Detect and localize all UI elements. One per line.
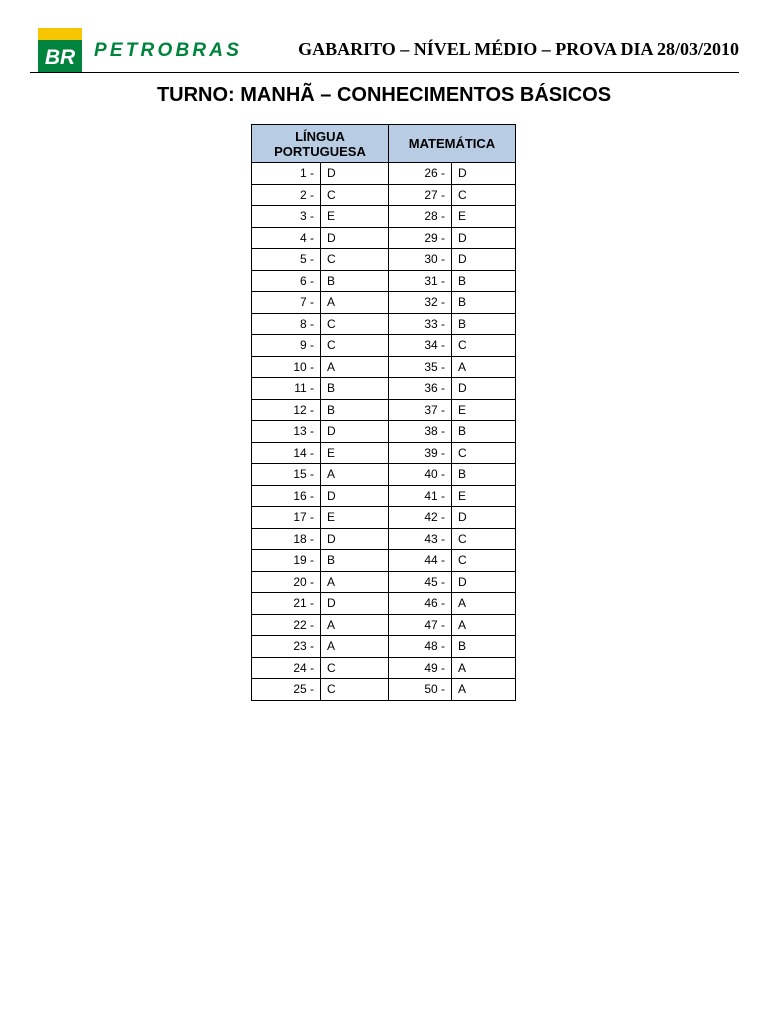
page-header [30,26,739,73]
question-number-mathematics: 43 - [389,528,452,550]
table-row [252,292,516,314]
answer-rows [252,163,516,701]
table-row [252,485,516,507]
answer-portuguese: B [321,270,389,292]
question-number-mathematics: 33 - [389,313,452,335]
question-number-mathematics: 40 - [389,464,452,486]
answer-mathematics: A [452,614,516,636]
question-number-portuguese: 17 - [252,507,321,529]
table-row [252,313,516,335]
question-number-mathematics: 46 - [389,593,452,615]
table-row [252,163,516,185]
answer-mathematics: D [452,507,516,529]
answer-portuguese: A [321,614,389,636]
table-row [252,270,516,292]
table-row [252,442,516,464]
answer-mathematics: C [452,335,516,357]
answer-portuguese: A [321,292,389,314]
answer-portuguese: A [321,464,389,486]
page-heading: TURNO: MANHÃ – CONHECIMENTOS BÁSICOS [156,84,612,106]
question-number-mathematics: 48 - [389,636,452,658]
table-row [252,464,516,486]
question-number-mathematics: 44 - [389,550,452,572]
question-number-portuguese: 8 - [252,313,321,335]
question-number-mathematics: 49 - [389,657,452,679]
answer-mathematics: E [452,206,516,228]
question-number-portuguese: 23 - [252,636,321,658]
question-number-mathematics: 36 - [389,378,452,400]
answer-mathematics: A [452,593,516,615]
answer-mathematics: C [452,550,516,572]
answer-mathematics: E [452,399,516,421]
answer-portuguese: B [321,378,389,400]
document-title: GABARITO – NÍVEL MÉDIO – PROVA DIA 28/03/2010 [298,39,739,59]
answer-mathematics: B [452,292,516,314]
table-row [252,679,516,701]
question-number-mathematics: 35 - [389,356,452,378]
column-header-portuguese: LÍNGUA PORTUGUESA [252,125,389,163]
table-row [252,184,516,206]
question-number-mathematics: 30 - [389,249,452,271]
question-number-portuguese: 15 - [252,464,321,486]
answer-portuguese: D [321,163,389,185]
answer-mathematics: A [452,679,516,701]
answer-portuguese: C [321,679,389,701]
question-number-mathematics: 50 - [389,679,452,701]
question-number-mathematics: 31 - [389,270,452,292]
table-row [252,571,516,593]
answer-portuguese: C [321,657,389,679]
answer-mathematics: D [452,227,516,249]
question-number-portuguese: 25 - [252,679,321,701]
answer-portuguese: D [321,227,389,249]
question-number-portuguese: 20 - [252,571,321,593]
answer-portuguese: D [321,528,389,550]
question-number-portuguese: 11 - [252,378,321,400]
answer-mathematics: C [452,528,516,550]
question-number-portuguese: 22 - [252,614,321,636]
question-number-portuguese: 24 - [252,657,321,679]
answer-portuguese: C [321,249,389,271]
question-number-portuguese: 19 - [252,550,321,572]
answer-mathematics: C [452,442,516,464]
question-number-portuguese: 21 - [252,593,321,615]
answer-mathematics: C [452,184,516,206]
answer-portuguese: D [321,421,389,443]
answer-mathematics: E [452,485,516,507]
table-row [252,528,516,550]
question-number-portuguese: 3 - [252,206,321,228]
answer-mathematics: B [452,270,516,292]
answer-portuguese: D [321,593,389,615]
table-header-row [252,125,516,163]
question-number-mathematics: 27 - [389,184,452,206]
question-number-portuguese: 5 - [252,249,321,271]
answer-mathematics: D [452,378,516,400]
question-number-mathematics: 42 - [389,507,452,529]
table-row [252,636,516,658]
petrobras-logo [38,28,82,72]
answer-portuguese: B [321,550,389,572]
answer-mathematics: A [452,657,516,679]
answer-portuguese: D [321,485,389,507]
question-number-mathematics: 38 - [389,421,452,443]
answer-mathematics: D [452,571,516,593]
answer-portuguese: E [321,206,389,228]
question-number-portuguese: 13 - [252,421,321,443]
table-row [252,614,516,636]
answer-portuguese: A [321,356,389,378]
question-number-portuguese: 1 - [252,163,321,185]
answer-mathematics: B [452,464,516,486]
question-number-mathematics: 37 - [389,399,452,421]
answer-mathematics: B [452,313,516,335]
answer-mathematics: D [452,249,516,271]
table-row [252,378,516,400]
question-number-portuguese: 12 - [252,399,321,421]
table-row [252,399,516,421]
table-row [252,356,516,378]
table-row [252,657,516,679]
question-number-mathematics: 41 - [389,485,452,507]
answer-portuguese: C [321,335,389,357]
column-header-mathematics: MATEMÁTICA [389,125,516,163]
question-number-mathematics: 45 - [389,571,452,593]
table-row [252,421,516,443]
answer-mathematics: A [452,356,516,378]
table-row [252,249,516,271]
question-number-mathematics: 29 - [389,227,452,249]
table-row [252,550,516,572]
table-row [252,593,516,615]
table-row [252,507,516,529]
question-number-mathematics: 47 - [389,614,452,636]
answer-mathematics: D [452,163,516,185]
question-number-portuguese: 18 - [252,528,321,550]
question-number-portuguese: 6 - [252,270,321,292]
question-number-portuguese: 9 - [252,335,321,357]
answer-portuguese: C [321,184,389,206]
answer-portuguese: A [321,636,389,658]
table-row [252,227,516,249]
brand-name: PETROBRAS [94,40,243,61]
question-number-mathematics: 26 - [389,163,452,185]
question-number-mathematics: 28 - [389,206,452,228]
answer-portuguese: E [321,507,389,529]
answer-mathematics: B [452,421,516,443]
question-number-mathematics: 34 - [389,335,452,357]
answer-portuguese: B [321,399,389,421]
answer-portuguese: E [321,442,389,464]
question-number-mathematics: 32 - [389,292,452,314]
answer-key-table [251,124,516,701]
answer-mathematics: B [452,636,516,658]
question-number-portuguese: 2 - [252,184,321,206]
question-number-portuguese: 4 - [252,227,321,249]
answer-portuguese: A [321,571,389,593]
table-row [252,335,516,357]
table-row [252,206,516,228]
answer-portuguese: C [321,313,389,335]
question-number-portuguese: 14 - [252,442,321,464]
question-number-mathematics: 39 - [389,442,452,464]
question-number-portuguese: 7 - [252,292,321,314]
question-number-portuguese: 16 - [252,485,321,507]
logo-text: BR [44,46,76,69]
question-number-portuguese: 10 - [252,356,321,378]
